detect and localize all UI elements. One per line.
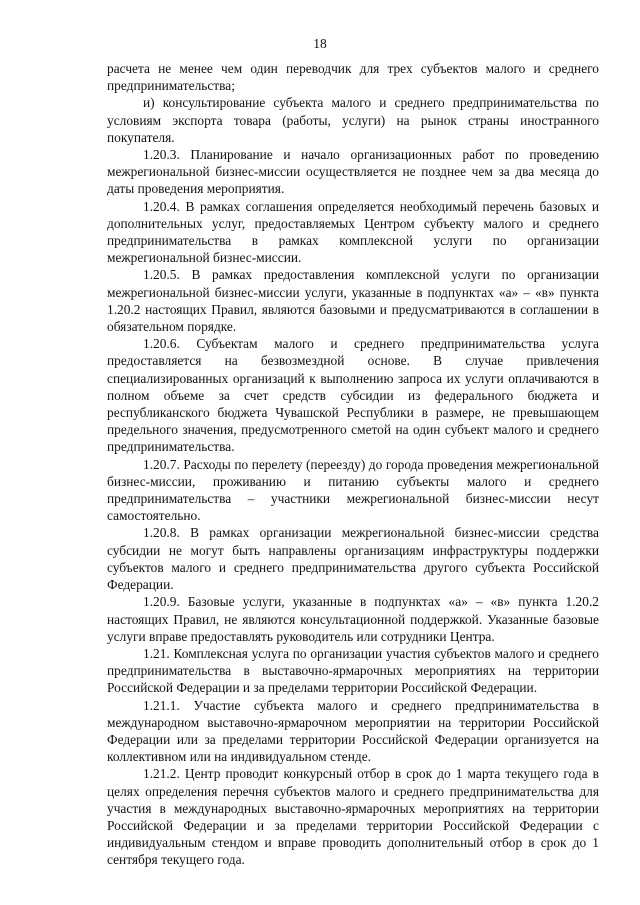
paragraph-1-20-3: 1.20.3. Планирование и начало организационных работ по проведению межрегиональной бизнес-миссии осуществляется не позднее чем за два месяца до даты проведения мероприятия.: [107, 147, 599, 197]
paragraph-1-20-7: 1.20.7. Расходы по перелету (переезду) до города проведения межрегиональной бизнес-миссии, проживанию и питанию субъекты малого и среднего предпринимательства – участники межрегиональной бизнес-миссии несут самостоятельно.: [107, 456, 599, 524]
paragraph-1-20-6: 1.20.6. Субъектам малого и среднего предпринимательства услуга предоставляется на безвозмездной основе. В случае привлечения специализированных организаций к выполнению запроса их услуги оплачиваются в полном объеме за счет средств субсидии из федерального бюджета и республиканского бюджета Чувашской Республики в размере, не превышающем предельного значения, предусмотренного сметой на один субъект малого и среднего предпринимательства.: [107, 336, 599, 455]
paragraph-1-20-8: 1.20.8. В рамках организации межрегиональной бизнес-миссии средства субсидии не могут быть направлены организациям инфраструктуры поддержки субъектов малого и среднего предпринимательства другого субъекта Российской Федерации.: [107, 525, 599, 593]
page-number: 18: [313, 36, 327, 51]
paragraph-continuation: расчета не менее чем один переводчик для трех субъектов малого и среднего предпринимательства;: [107, 61, 599, 94]
paragraph-1-20-4: 1.20.4. В рамках соглашения определяется необходимый перечень базовых и дополнительных услуг, предоставляемых Центром субъекту малого и среднего предпринимательства в рамках комплексной услуги по организации межрегиональной бизнес-миссии.: [107, 198, 599, 266]
document-body: [107, 60, 599, 869]
paragraph-1-20-5: 1.20.5. В рамках предоставления комплексной услуги по организации межрегиональной бизнес-миссии услуги, указанные в подпунктах «а» – «в» пункта 1.20.2 настоящих Правил, являются базовыми и предусматриваются в соглашении в обязательном порядке.: [107, 267, 599, 335]
paragraph-item-i: и) консультирование субъекта малого и среднего предпринимательства по условиям экспорта товара (работы, услуги) на рынок страны иностранного покупателя.: [107, 95, 599, 145]
paragraph-1-20-9: 1.20.9. Базовые услуги, указанные в подпунктах «а» – «в» пункта 1.20.2 настоящих Правил, не являются консультационной поддержкой. Указанные базовые услуги вправе предоставлять руководитель или сотрудники Центра.: [107, 594, 599, 644]
paragraph-1-21: 1.21. Комплексная услуга по организации участия субъектов малого и среднего предпринимательства в выставочно-ярмарочных мероприятиях на территории Российской Федерации и за пределами территории Российской Федерации.: [107, 645, 599, 696]
paragraph-1-21-1: 1.21.1. Участие субъекта малого и среднего предпринимательства в международном выставочно-ярмарочном мероприятии на территории Российской Федерации или за пределами территории Российской Федерации организуется на коллективном или на индивидуальном стенде.: [107, 697, 599, 765]
paragraph-1-21-2: 1.21.2. Центр проводит конкурсный отбор в срок до 1 марта текущего года в целях определения перечня субъектов малого и среднего предпринимательства для участия в международных выставочно-ярмарочных мероприятиях на территории Российской Федерации и за пределами территории Российской Федерации с индивидуальным стендом и вправе проводить дополнительный отбор в срок до 1 сентября текущего года.: [107, 766, 599, 868]
